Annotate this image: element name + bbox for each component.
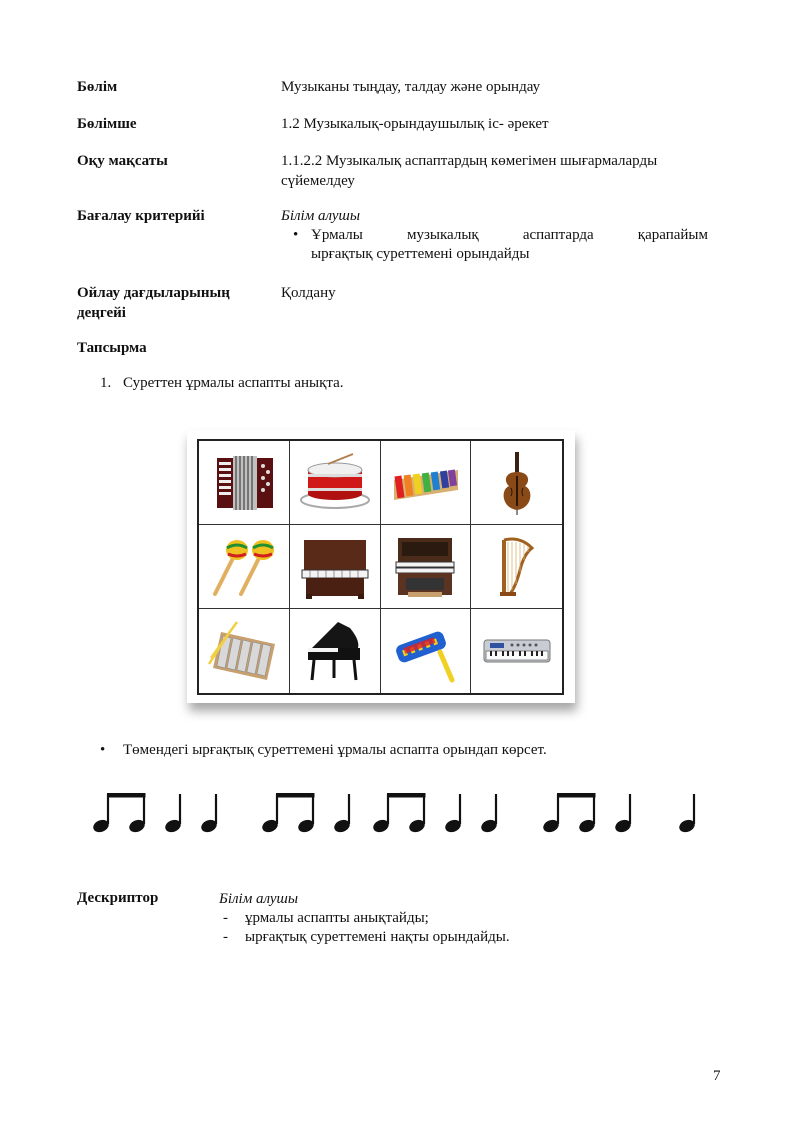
quarter-note	[443, 794, 462, 834]
descriptor-item-text: ырғақтық суреттемені нақты орындайды.	[245, 929, 510, 945]
learning-objective-value: 1.1.2.2 Музыкалық аспаптардың көмегімен шығармаларды сүйемелдеу	[281, 153, 658, 189]
quarter-note	[199, 794, 218, 834]
criteria-bullet	[281, 226, 708, 264]
drum-icon	[298, 450, 372, 516]
criteria-intro: Білім алушы	[281, 208, 361, 224]
instrument-cell[interactable]	[290, 441, 381, 525]
subsection-label: Бөлімше	[77, 116, 137, 132]
instrument-picture	[187, 430, 575, 703]
eighth-note-pair	[541, 793, 596, 834]
metallophone-icon	[207, 618, 281, 684]
eighth-note-pair	[371, 793, 426, 834]
maracas-icon	[207, 534, 281, 600]
page-number: 7	[713, 1068, 721, 1084]
subsection-value: 1.2 Музыкалық-орындаушылық іс- әрекет	[281, 116, 549, 132]
bullet-icon: •	[293, 227, 299, 243]
thinking-level-label-line1: Ойлау дағдыларының	[77, 285, 230, 301]
task-item-text: Суреттен ұрмалы аспапты анықта.	[123, 375, 344, 391]
thinking-level-label-line2: деңгейі	[77, 305, 126, 321]
eighth-note-pair	[260, 793, 315, 834]
instrument-cell[interactable]	[290, 609, 381, 693]
descriptor-block	[219, 890, 699, 947]
grand-piano-icon	[298, 618, 372, 684]
criteria-bullet-line1: Ұрмалы музыкалық аспаптарда қарапайым	[311, 227, 708, 243]
rhythm-notation	[0, 780, 800, 840]
task-item-number: 1.	[100, 375, 112, 391]
accordion-icon	[207, 450, 281, 516]
xylophone-icon	[388, 450, 462, 516]
instrument-cell[interactable]	[381, 441, 472, 525]
criteria-bullet-line2: ырғақтық суреттемені орындайды	[311, 246, 530, 262]
quarter-note	[613, 794, 632, 834]
thinking-level-value: Қолдану	[281, 285, 336, 301]
bullet-icon: •	[100, 742, 106, 758]
instrument-cell[interactable]	[199, 441, 290, 525]
section-label: Бөлім	[77, 79, 118, 95]
instrument-cell[interactable]	[471, 609, 562, 693]
quarter-note	[163, 794, 182, 834]
eighth-note-pair	[91, 793, 146, 834]
synthesizer-icon	[480, 618, 554, 684]
harp-icon	[480, 534, 554, 600]
section-value: Музыканы тыңдау, талдау және орындау	[281, 79, 541, 95]
descriptor-label: Дескриптор	[77, 890, 159, 906]
learning-objective-label: Оқу мақсаты	[77, 153, 168, 169]
thinking-level-label	[77, 283, 230, 323]
instrument-cell[interactable]	[199, 525, 290, 609]
quarter-note	[332, 794, 351, 834]
task-heading: Тапсырма	[77, 340, 147, 356]
organ-icon	[388, 534, 462, 600]
instrument-cell[interactable]	[381, 609, 472, 693]
assessment-criteria-label: Бағалау критерийі	[77, 208, 205, 224]
instrument-cell[interactable]	[471, 525, 562, 609]
instrument-cell[interactable]	[290, 525, 381, 609]
quarter-note	[677, 794, 696, 834]
rattle-icon	[388, 618, 462, 684]
assessment-criteria-value	[281, 206, 708, 264]
quarter-note	[479, 794, 498, 834]
instrument-cell[interactable]	[381, 525, 472, 609]
upright-piano-icon	[298, 534, 372, 600]
descriptor-intro: Білім алушы	[219, 891, 299, 907]
descriptor-item	[219, 928, 699, 947]
double-bass-icon	[480, 450, 554, 516]
dash-marker: -	[223, 910, 228, 926]
instrument-cell[interactable]	[199, 609, 290, 693]
descriptor-item	[219, 909, 699, 928]
instrument-grid	[197, 439, 564, 695]
descriptor-item-text: ұрмалы аспапты анықтайды;	[245, 910, 429, 926]
instrument-cell[interactable]	[471, 441, 562, 525]
rhythm-instruction: Төмендегі ырғақтық суреттемені ұрмалы аспапта орындап көрсет.	[123, 742, 547, 758]
dash-marker: -	[223, 929, 228, 945]
